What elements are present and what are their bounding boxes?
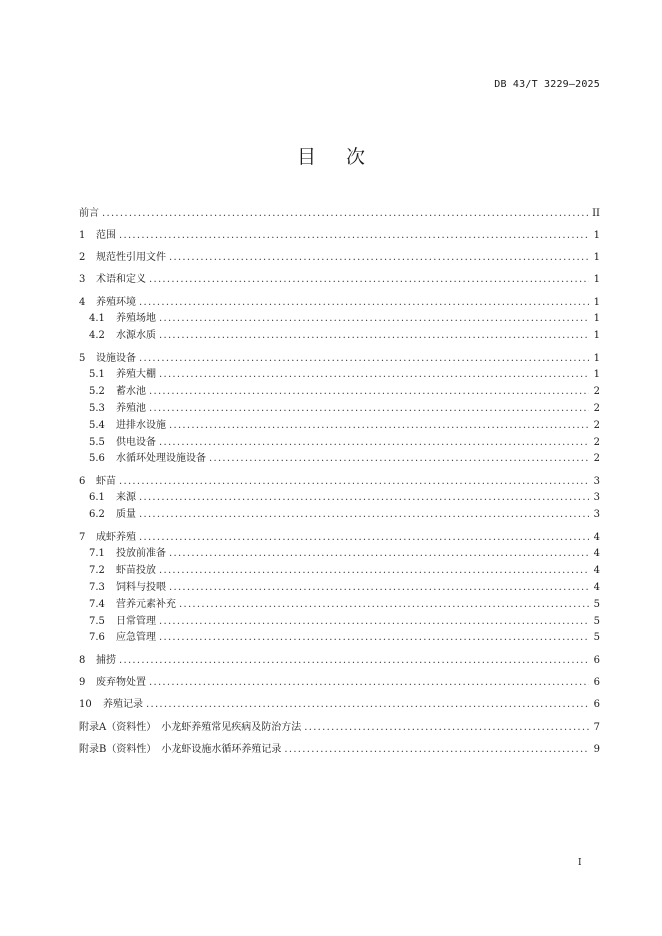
- toc-entry-page: 4: [593, 548, 600, 560]
- toc-entry-label: 质量: [116, 509, 136, 521]
- toc-entry-page: 1: [593, 252, 600, 264]
- dot-leader: [304, 720, 589, 737]
- toc-entry-number: 8: [79, 654, 86, 666]
- toc-entry-label: 规范性引用文件: [96, 252, 166, 264]
- toc-entry-page: 7: [593, 721, 600, 733]
- toc-entry[interactable]: [79, 720, 600, 737]
- toc-entry-page: 1: [593, 229, 600, 241]
- toc-entry-label: 范围: [96, 229, 116, 241]
- dot-leader: [139, 507, 589, 524]
- toc-entry-page: 9: [593, 743, 600, 755]
- toc-entry[interactable]: [79, 697, 600, 714]
- dot-leader: [159, 311, 589, 328]
- toc-entry-page: 1: [593, 369, 600, 381]
- toc-entry-label: 日常管理: [116, 615, 156, 627]
- dot-leader: [139, 351, 589, 368]
- toc-entry-number: 7.6: [89, 632, 105, 644]
- toc-entry-number: 5: [79, 352, 86, 364]
- toc-entry-page: 1: [593, 274, 600, 286]
- toc-entry-number: 10: [79, 699, 92, 711]
- toc-entry[interactable]: [79, 295, 600, 312]
- toc-entry-number: 5.1: [89, 369, 105, 381]
- toc-entry-label: 养殖场地: [116, 313, 156, 325]
- toc-entry-page: 2: [593, 386, 600, 398]
- toc-subentry[interactable]: [79, 311, 600, 328]
- dot-leader: [159, 328, 589, 345]
- toc-entry[interactable]: [79, 351, 600, 368]
- toc-entry-label: 水循环处理设施设备: [116, 453, 206, 465]
- toc-entry-page: 1: [593, 352, 600, 364]
- toc-entry-number: 4.1: [89, 313, 105, 325]
- toc-entry-label: 成虾养殖: [96, 531, 136, 543]
- toc-entry-label: 水源水质: [116, 330, 156, 342]
- toc-entry-page: 1: [593, 330, 600, 342]
- toc-subentry[interactable]: [79, 507, 600, 524]
- toc-entry-label: 营养元素补充: [116, 598, 176, 610]
- toc-entry-page: 2: [593, 419, 600, 431]
- toc-entry-page: II: [592, 207, 600, 219]
- dot-leader: [169, 580, 589, 597]
- dot-leader: [159, 435, 589, 452]
- toc-entry-number: 5.6: [89, 453, 105, 465]
- toc-subentry[interactable]: [79, 435, 600, 452]
- toc-subentry[interactable]: [79, 401, 600, 418]
- toc-entry[interactable]: [79, 653, 600, 670]
- toc-entry-page: 6: [593, 654, 600, 666]
- toc-subentry[interactable]: [79, 328, 600, 345]
- toc-entry-number: 5.2: [89, 386, 105, 398]
- page-title: 目次: [296, 146, 395, 168]
- toc-subentry[interactable]: [79, 630, 600, 647]
- toc-entry-page: 2: [593, 453, 600, 465]
- table-of-contents: [79, 200, 600, 759]
- toc-entry-page: 4: [593, 565, 600, 577]
- toc-subentry[interactable]: [79, 451, 600, 468]
- toc-entry-label: 前言: [79, 207, 99, 219]
- toc-subentry[interactable]: [79, 614, 600, 631]
- dot-leader: [159, 614, 589, 631]
- toc-entry-label: 蓄水池: [116, 386, 146, 398]
- toc-subentry[interactable]: [79, 418, 600, 435]
- dot-leader: [146, 697, 589, 714]
- toc-entry-page: 1: [593, 296, 600, 308]
- dot-leader: [284, 742, 589, 759]
- toc-entry-label: 供电设备: [116, 436, 156, 448]
- toc-entry[interactable]: [79, 250, 600, 267]
- dot-leader: [179, 597, 589, 614]
- toc-entry-number: 5.5: [89, 436, 105, 448]
- toc-entry-page: 5: [593, 598, 600, 610]
- toc-entry-number: 9: [79, 676, 86, 688]
- dot-leader: [159, 367, 589, 384]
- toc-entry-page: 4: [593, 581, 600, 593]
- toc-entry-number: 5.3: [89, 402, 105, 414]
- toc-entry-label: 虾苗: [96, 475, 116, 487]
- toc-entry-label: 虾苗投放: [116, 565, 156, 577]
- dot-leader: [169, 250, 589, 267]
- toc-entry-label: 术语和定义: [96, 274, 146, 286]
- dot-leader: [119, 653, 589, 670]
- toc-subentry[interactable]: [79, 384, 600, 401]
- dot-leader: [119, 228, 589, 245]
- toc-entry-page: 3: [593, 475, 600, 487]
- toc-entry-label: 附录A（资料性） 小龙虾养殖常见疾病及防治方法: [79, 721, 302, 733]
- toc-entry-label: 捕捞: [96, 654, 116, 666]
- toc-entry-label: 废弃物处置: [96, 676, 146, 688]
- dot-leader: [169, 546, 589, 563]
- toc-entry-label: 投放前准备: [116, 548, 166, 560]
- dot-leader: [119, 474, 589, 491]
- toc-subentry[interactable]: [79, 563, 600, 580]
- toc-entry-number: 5.4: [89, 419, 105, 431]
- dot-leader: [159, 563, 589, 580]
- toc-entry-page: 5: [593, 615, 600, 627]
- dot-leader: [149, 384, 589, 401]
- toc-entry-page: 2: [593, 436, 600, 448]
- dot-leader: [149, 401, 589, 418]
- toc-subentry[interactable]: [79, 546, 600, 563]
- toc-entry-page: 4: [593, 531, 600, 543]
- toc-entry-page: 3: [593, 492, 600, 504]
- toc-entry-number: 7.2: [89, 565, 105, 577]
- dot-leader: [169, 418, 589, 435]
- document-code: DB 43/T 3229—2025: [494, 79, 600, 90]
- toc-entry-number: 7: [79, 531, 86, 543]
- toc-entry-number: 4.2: [89, 330, 105, 342]
- toc-subentry[interactable]: [79, 597, 600, 614]
- toc-entry-number: 7.5: [89, 615, 105, 627]
- dot-leader: [209, 451, 589, 468]
- toc-entry[interactable]: [79, 206, 600, 223]
- toc-entry[interactable]: [79, 474, 600, 491]
- dot-leader: [139, 490, 589, 507]
- toc-entry-label: 养殖大棚: [116, 369, 156, 381]
- toc-entry-number: 6.2: [89, 509, 105, 521]
- toc-entry-number: 1: [79, 229, 86, 241]
- toc-entry-number: 7.4: [89, 598, 105, 610]
- toc-subentry[interactable]: [79, 580, 600, 597]
- toc-entry-label: 设施设备: [96, 352, 136, 364]
- toc-entry-label: 来源: [116, 492, 136, 504]
- toc-entry-page: 3: [593, 509, 600, 521]
- toc-entry-number: 3: [79, 274, 86, 286]
- dot-leader: [149, 272, 589, 289]
- dot-leader: [159, 630, 589, 647]
- dot-leader: [139, 295, 589, 312]
- toc-entry-number: 6.1: [89, 492, 105, 504]
- toc-entry-page: 6: [593, 676, 600, 688]
- toc-entry-label: 养殖池: [116, 402, 146, 414]
- toc-entry-label: 饲料与投喂: [116, 581, 166, 593]
- toc-entry-number: 2: [79, 252, 86, 264]
- toc-entry-label: 养殖记录: [103, 699, 143, 711]
- toc-entry-number: 7.1: [89, 548, 105, 560]
- dot-leader: [139, 530, 589, 547]
- dot-leader: [149, 675, 589, 692]
- toc-subentry[interactable]: [79, 367, 600, 384]
- toc-entry-page: 1: [593, 313, 600, 325]
- toc-entry-label: 附录B（资料性） 小龙虾设施水循环养殖记录: [79, 743, 282, 755]
- toc-entry-number: 4: [79, 296, 86, 308]
- toc-entry-page: 2: [593, 402, 600, 414]
- toc-entry[interactable]: [79, 530, 600, 547]
- page-number: I: [578, 858, 582, 868]
- toc-entry-page: 5: [593, 632, 600, 644]
- toc-entry[interactable]: [79, 742, 600, 759]
- toc-entry-label: 进排水设施: [116, 419, 166, 431]
- toc-entry-number: 6: [79, 475, 86, 487]
- toc-entry-label: 应急管理: [116, 632, 156, 644]
- toc-entry-number: 7.3: [89, 581, 105, 593]
- dot-leader: [102, 206, 589, 223]
- toc-entry[interactable]: [79, 228, 600, 245]
- toc-subentry[interactable]: [79, 490, 600, 507]
- toc-entry[interactable]: [79, 272, 600, 289]
- toc-entry[interactable]: [79, 675, 600, 692]
- toc-entry-page: 6: [593, 699, 600, 711]
- toc-entry-label: 养殖环境: [96, 296, 136, 308]
